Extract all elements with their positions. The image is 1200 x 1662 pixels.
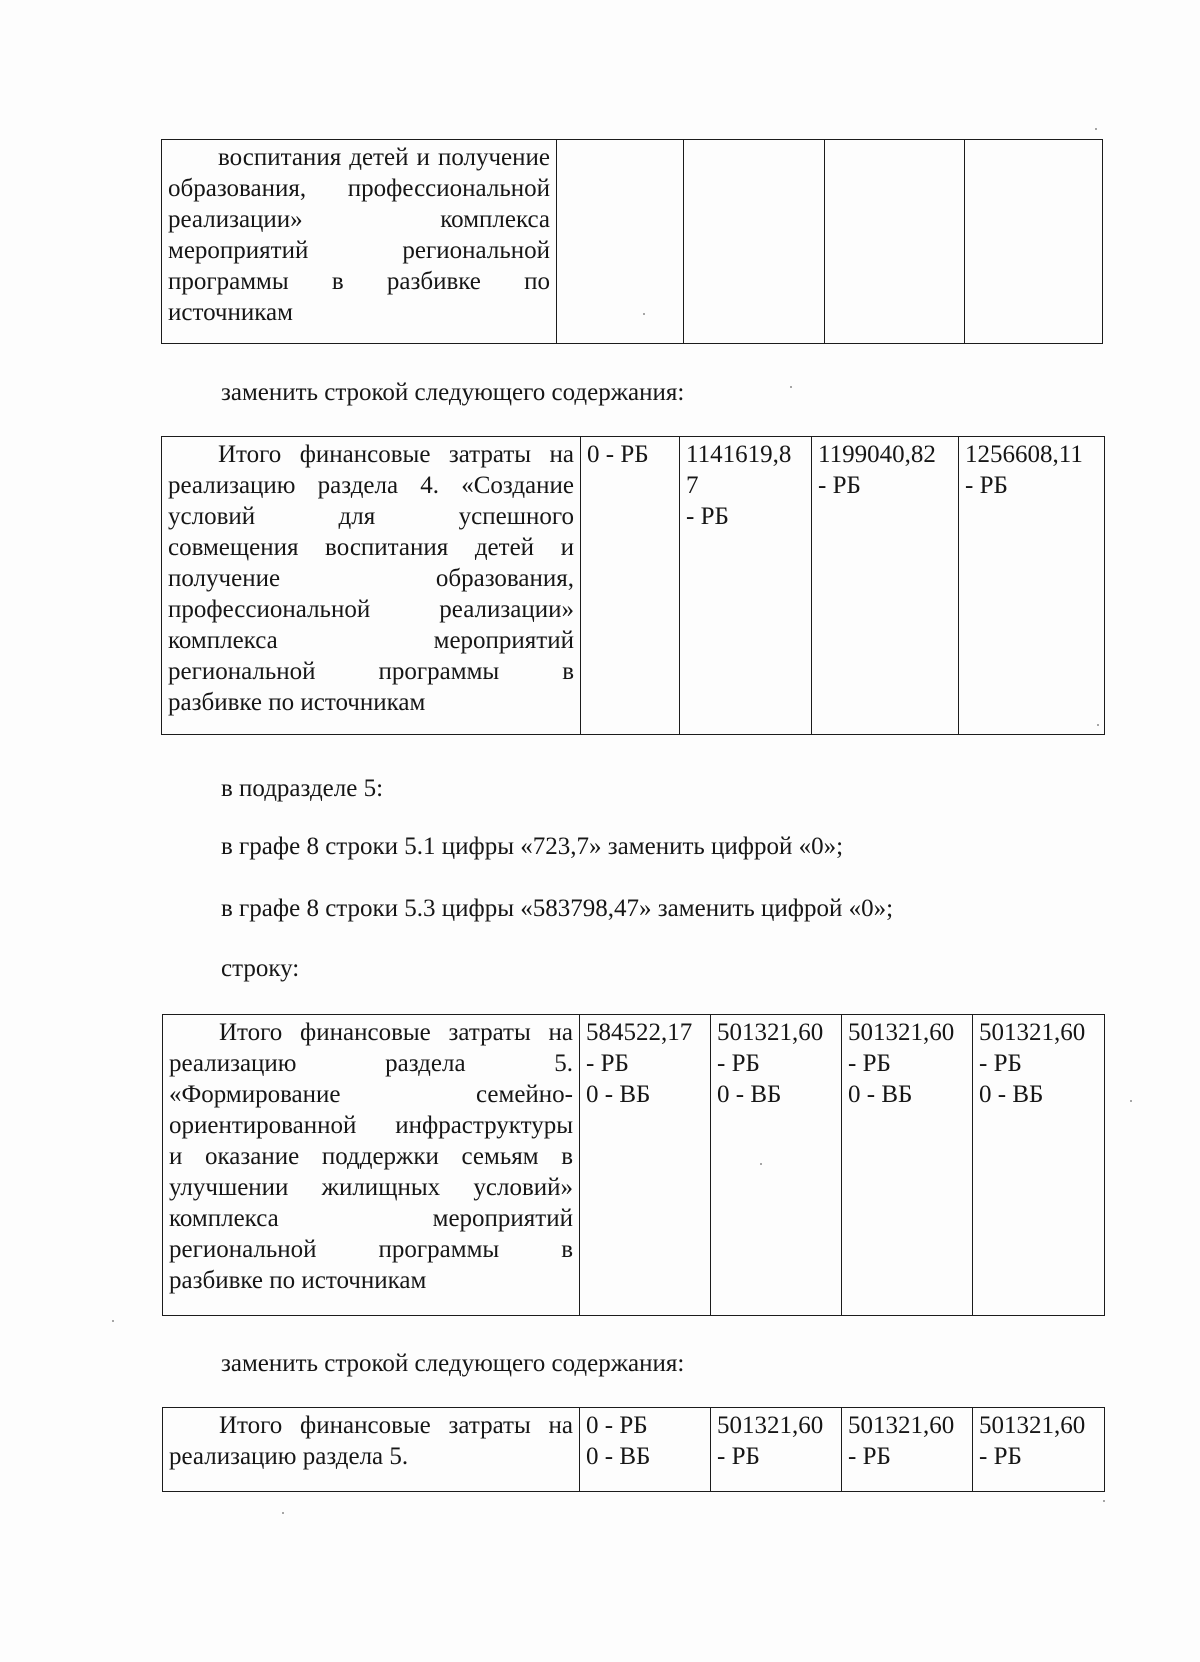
value-cell-col4 — [973, 1408, 1105, 1492]
description-line: Итого финансовые затраты на — [219, 1412, 573, 1439]
scan-speck — [1097, 724, 1099, 726]
value-cell-col3 — [825, 140, 965, 344]
row-description — [163, 1015, 580, 1316]
description-line: источникам — [168, 299, 293, 326]
description-line: региональной программы в — [168, 658, 574, 685]
description-line: разбивке по источникам — [169, 1267, 427, 1294]
value-line: - РБ — [848, 1050, 891, 1077]
instruction-row-5-3: в графе 8 строки 5.3 цифры «583798,47» заменить цифрой «0»; — [221, 895, 894, 922]
value-line: - РБ — [979, 1443, 1022, 1470]
description-line: реализации» комплекса — [168, 206, 550, 233]
table-section5-new-fragment — [162, 1407, 1105, 1492]
description-line: условий для успешного — [168, 503, 574, 530]
value-line: 0 - ВБ — [586, 1081, 651, 1108]
row-description — [162, 437, 581, 735]
value-cell-col3 — [842, 1408, 973, 1492]
scan-speck — [112, 1320, 114, 1322]
instruction-replace-1: заменить строкой следующего содержания: — [221, 379, 685, 406]
value-line: - РБ — [586, 1050, 629, 1077]
value-line: 1141619,8 — [686, 441, 792, 468]
description-line: улучшении жилищных условий» — [169, 1174, 573, 1201]
description-line: разбивке по источникам — [168, 689, 426, 716]
value-cell-col1 — [580, 1015, 711, 1316]
scan-speck — [1103, 1500, 1105, 1502]
description-line: комплекса мероприятий — [168, 627, 574, 654]
value-cell-col3 — [842, 1015, 973, 1316]
value-line: 501321,60 — [848, 1019, 955, 1046]
description-line: реализацию раздела 4. «Создание — [168, 472, 574, 499]
table-row — [162, 437, 1105, 735]
value-cell-col1 — [581, 437, 680, 735]
description-line: Итого финансовые затраты на — [218, 441, 574, 468]
description-line: профессиональной реализации» — [168, 596, 574, 623]
description-line: комплекса мероприятий — [169, 1205, 573, 1232]
description-line: Итого финансовые затраты на — [219, 1019, 573, 1046]
description-line: совмещения воспитания детей и — [168, 534, 574, 561]
description-line: программы в разбивке по — [168, 268, 550, 295]
value-line: 1199040,82 — [818, 441, 936, 468]
value-cell-col2 — [684, 140, 825, 344]
table-row — [162, 140, 1103, 344]
value-line: 0 - ВБ — [717, 1081, 782, 1108]
table-section4-new — [161, 436, 1105, 735]
value-line: 0 - ВБ — [848, 1081, 913, 1108]
description-line: воспитания детей и получение — [218, 144, 550, 171]
scan-speck — [760, 1163, 762, 1165]
value-line: - РБ — [717, 1050, 760, 1077]
table-section4-old-fragment — [161, 139, 1103, 344]
value-line: 501321,60 — [717, 1412, 824, 1439]
scan-speck — [643, 313, 645, 315]
description-line: образования, профессиональной — [168, 175, 550, 202]
row-description — [163, 1408, 580, 1492]
row-description — [162, 140, 557, 344]
value-line: 0 - РБ — [587, 441, 649, 468]
value-cell-col4 — [959, 437, 1105, 735]
value-cell-col4 — [965, 140, 1103, 344]
value-line: - РБ — [848, 1443, 891, 1470]
description-line: региональной программы в — [169, 1236, 573, 1263]
value-line: 501321,60 — [979, 1412, 1086, 1439]
value-line: - РБ — [717, 1443, 760, 1470]
subsection-heading: в подразделе 5: — [221, 775, 384, 802]
value-line: 1256608,11 — [965, 441, 1083, 468]
value-cell-col2 — [711, 1408, 842, 1492]
description-line: мероприятий региональной — [168, 237, 550, 264]
value-line: 0 - РБ — [586, 1412, 648, 1439]
value-line: 501321,60 — [848, 1412, 955, 1439]
instruction-row-5-1: в графе 8 строки 5.1 цифры «723,7» заменить цифрой «0»; — [221, 833, 844, 860]
scan-speck — [1095, 128, 1097, 130]
value-line: 0 - ВБ — [979, 1081, 1044, 1108]
value-line: - РБ — [979, 1050, 1022, 1077]
description-line: «Формирование семейно- — [169, 1081, 573, 1108]
scan-speck — [790, 386, 792, 388]
instruction-row-label: строку: — [221, 955, 300, 982]
value-cell-col1 — [557, 140, 684, 344]
value-line: - РБ — [965, 472, 1008, 499]
scan-speck — [1130, 1100, 1132, 1102]
value-line: 0 - ВБ — [586, 1443, 651, 1470]
value-line: - РБ — [818, 472, 861, 499]
scan-speck — [282, 1512, 284, 1514]
description-line: реализацию раздела 5. — [169, 1050, 573, 1077]
value-line: 7 — [686, 472, 699, 499]
value-line: 501321,60 — [717, 1019, 824, 1046]
description-line: и оказание поддержки семьям в — [169, 1143, 573, 1170]
description-line: получение образования, — [168, 565, 574, 592]
value-cell-col1 — [580, 1408, 711, 1492]
value-line: 584522,17 — [586, 1019, 693, 1046]
value-cell-col4 — [973, 1015, 1105, 1316]
table-row — [163, 1408, 1105, 1492]
value-line: 501321,60 — [979, 1019, 1086, 1046]
value-cell-col2 — [711, 1015, 842, 1316]
instruction-replace-2: заменить строкой следующего содержания: — [221, 1350, 685, 1377]
table-row — [163, 1015, 1105, 1316]
value-line: - РБ — [686, 503, 729, 530]
value-cell-col3 — [812, 437, 959, 735]
description-line: ориентированной инфраструктуры — [169, 1112, 573, 1139]
table-section5-old — [162, 1014, 1105, 1316]
description-line: реализацию раздела 5. — [169, 1443, 409, 1470]
value-cell-col2 — [680, 437, 812, 735]
